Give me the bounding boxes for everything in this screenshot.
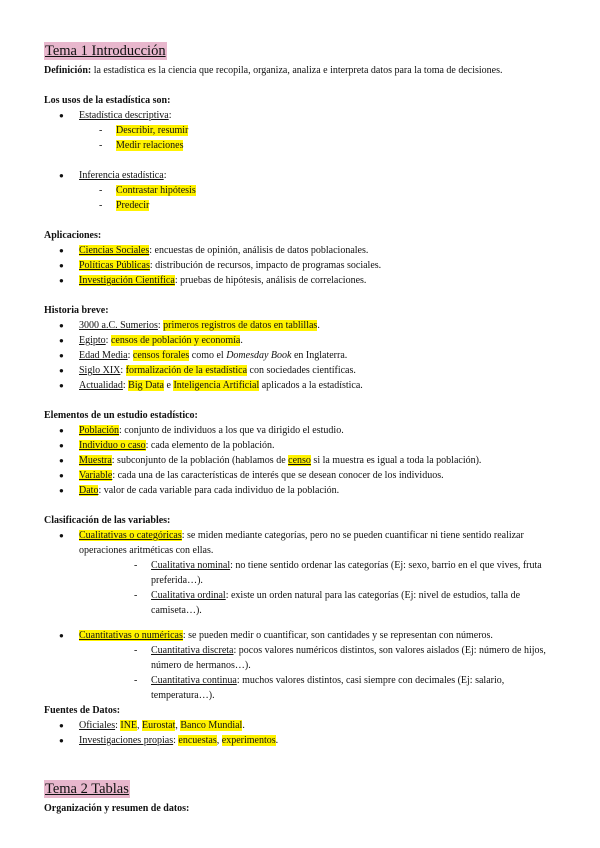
tema2-section [44, 780, 189, 816]
cuantitativas-item: ● Cuantitativas o numéricas: se pueden medir o cuantificar, son cantidades y se representan con números. [44, 628, 570, 643]
usos-section [44, 93, 570, 213]
cualitativas-item: ● Cualitativas o categóricas: se miden mediante categorías, pero no se pueden cuantificar ni tiene sentido realizar operaciones aritméticas con ellas. [44, 528, 570, 558]
descriptiva-item: - Medir relaciones [44, 138, 570, 153]
historia-heading: Historia breve: [44, 305, 109, 316]
aplicaciones-section [44, 228, 570, 288]
inferencia-term: Inferencia estadística [79, 170, 164, 181]
fuente-item: ● Investigaciones propias: encuestas, experimentos. [44, 733, 570, 748]
aplicacion-item: ● Políticas Públicas: distribución de recursos, impacto de programas sociales. [44, 258, 570, 273]
definition-label: Definición: [44, 65, 92, 76]
ordinal-item: - Cualitativa ordinal: existe un orden natural para las categorías (Ej: nivel de estudios, talla de camiseta…). [79, 588, 570, 618]
tema2-title: Tema 2 Tablas [45, 781, 129, 797]
inferencia-item: - Predecir [44, 198, 570, 213]
historia-item: ● Edad Media: censos forales como el Domesday Book en Inglaterra. [44, 348, 570, 363]
historia-section [44, 303, 570, 393]
historia-item: ● Actualidad: Big Data e Inteligencia Artificial aplicados a la estadística. [44, 378, 570, 393]
elementos-section [44, 408, 570, 498]
descriptiva-item: - Describir, resumir [44, 123, 570, 138]
definition [44, 63, 570, 78]
clasificacion-section [44, 513, 570, 703]
historia-item: ● Siglo XIX: formalización de la estadística con sociedades científicas. [44, 363, 570, 378]
usos-descriptiva: ● Estadística descriptiva: [44, 108, 570, 123]
fuentes-heading: Fuentes de Datos: [44, 705, 121, 716]
nominal-item: - Cualitativa nominal: no tiene sentido ordenar las categorías (Ej: sexo, barrio en el que vives, fruta preferida…). [79, 558, 570, 588]
aplicacion-item: ● Ciencias Sociales: encuestas de opinión, análisis de datos poblacionales. [44, 243, 570, 258]
historia-item: ● Egipto: censos de población y economía. [44, 333, 570, 348]
elemento-item: ● Muestra: subconjunto de la población (hablamos de censo si la muestra es igual a toda la población). [44, 453, 570, 468]
elemento-item: ● Individuo o caso: cada elemento de la población. [44, 438, 570, 453]
tema2-subheading: Organización y resumen de datos: [44, 803, 190, 814]
inferencia-item: - Contrastar hipótesis [44, 183, 570, 198]
aplicacion-item: ● Investigación Científica: pruebas de hipótesis, análisis de correlaciones. [44, 273, 570, 288]
aplicaciones-heading: Aplicaciones: [44, 230, 102, 241]
elemento-item: ● Dato: valor de cada variable para cada individuo de la población. [44, 483, 570, 498]
fuente-item: ● Oficiales: INE, Eurostat, Banco Mundial. [44, 718, 570, 733]
usos-inferencia: ● Inferencia estadística: [44, 168, 570, 183]
fuentes-section [44, 703, 570, 748]
historia-item: ● 3000 a.C. Sumerios: primeros registros de datos en tablillas. [44, 318, 570, 333]
definition-text: la estadística es la ciencia que recopila, organiza, analiza e interpreta datos para la toma de decisiones. [91, 65, 503, 76]
elemento-item: ● Población: conjunto de individuos a los que va dirigido el estudio. [44, 423, 570, 438]
usos-heading: Los usos de la estadística son: [44, 95, 171, 106]
discreta-item: - Cuantitativa discreta: pocos valores numéricos distintos, son valores aislados (Ej: número de hijos, número de hermanos…). [79, 643, 570, 673]
tema1-title: Tema 1 Introducción [45, 43, 166, 59]
continua-item: - Cuantitativa continua: muchos valores distintos, casi siempre con decimales (Ej: salario, temperatura…). [79, 673, 570, 703]
clasificacion-heading: Clasificación de las variables: [44, 515, 171, 526]
elemento-item: ● Variable: cada una de las características de interés que se desean conocer de los individuos. [44, 468, 570, 483]
elementos-heading: Elementos de un estudio estadístico: [44, 410, 198, 421]
descriptiva-term: Estadística descriptiva [79, 110, 169, 121]
